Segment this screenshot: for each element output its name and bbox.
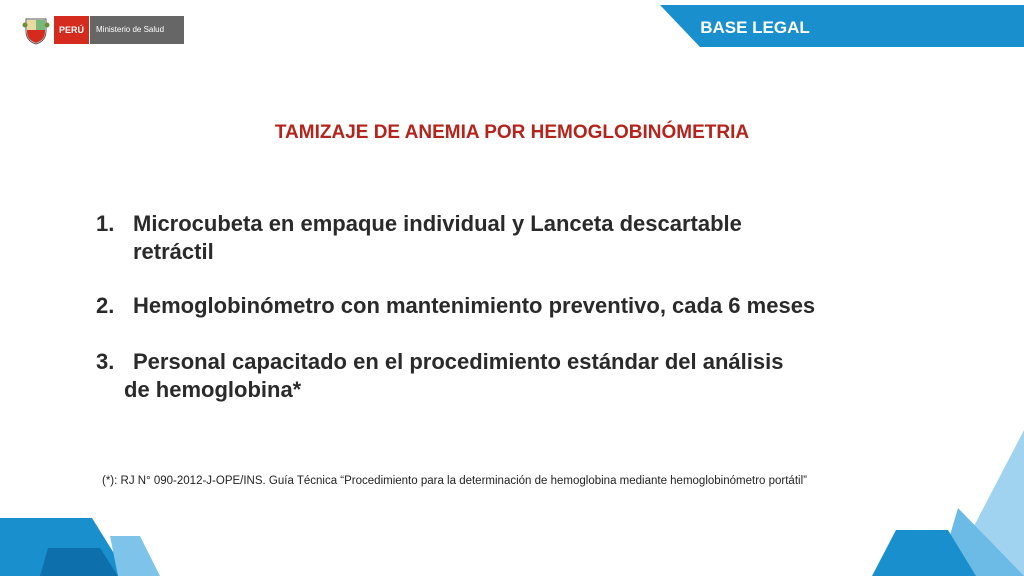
slide-title: TAMIZAJE DE ANEMIA POR HEMOGLOBINÓMETRIA — [274, 122, 750, 143]
list-item-text: Personal capacitado en el procedimiento estándar del análisis — [133, 349, 784, 374]
list-item-continuation: de hemoglobina* — [124, 377, 302, 402]
list-item — [96, 210, 742, 238]
list-item — [96, 348, 783, 376]
list-item-continuation: retráctil — [133, 239, 214, 264]
peru-coat-of-arms-icon — [22, 15, 50, 45]
list-item-number: 2. — [96, 293, 115, 318]
footnote: (*): RJ N° 090-2012-J-OPE/INS. Guía Técnica “Procedimiento para la determinación de hemoglobina mediante hemoglobinómetro portátil” — [102, 475, 807, 487]
list-item-text: Hemoglobinómetro con mantenimiento preventivo, cada 6 meses — [133, 293, 816, 318]
bottom-left-light-shape — [110, 536, 160, 576]
section-label: BASE LEGAL — [700, 18, 810, 37]
list-item-number: 1. — [96, 211, 115, 236]
list-item-number: 3. — [96, 349, 115, 374]
ministry-label: Ministerio de Salud — [89, 16, 184, 44]
list-item — [96, 292, 815, 320]
ministry-logo — [22, 15, 184, 45]
country-label: PERÚ — [54, 16, 89, 44]
list-item-text: Microcubeta en empaque individual y Lanceta descartable — [133, 211, 742, 236]
